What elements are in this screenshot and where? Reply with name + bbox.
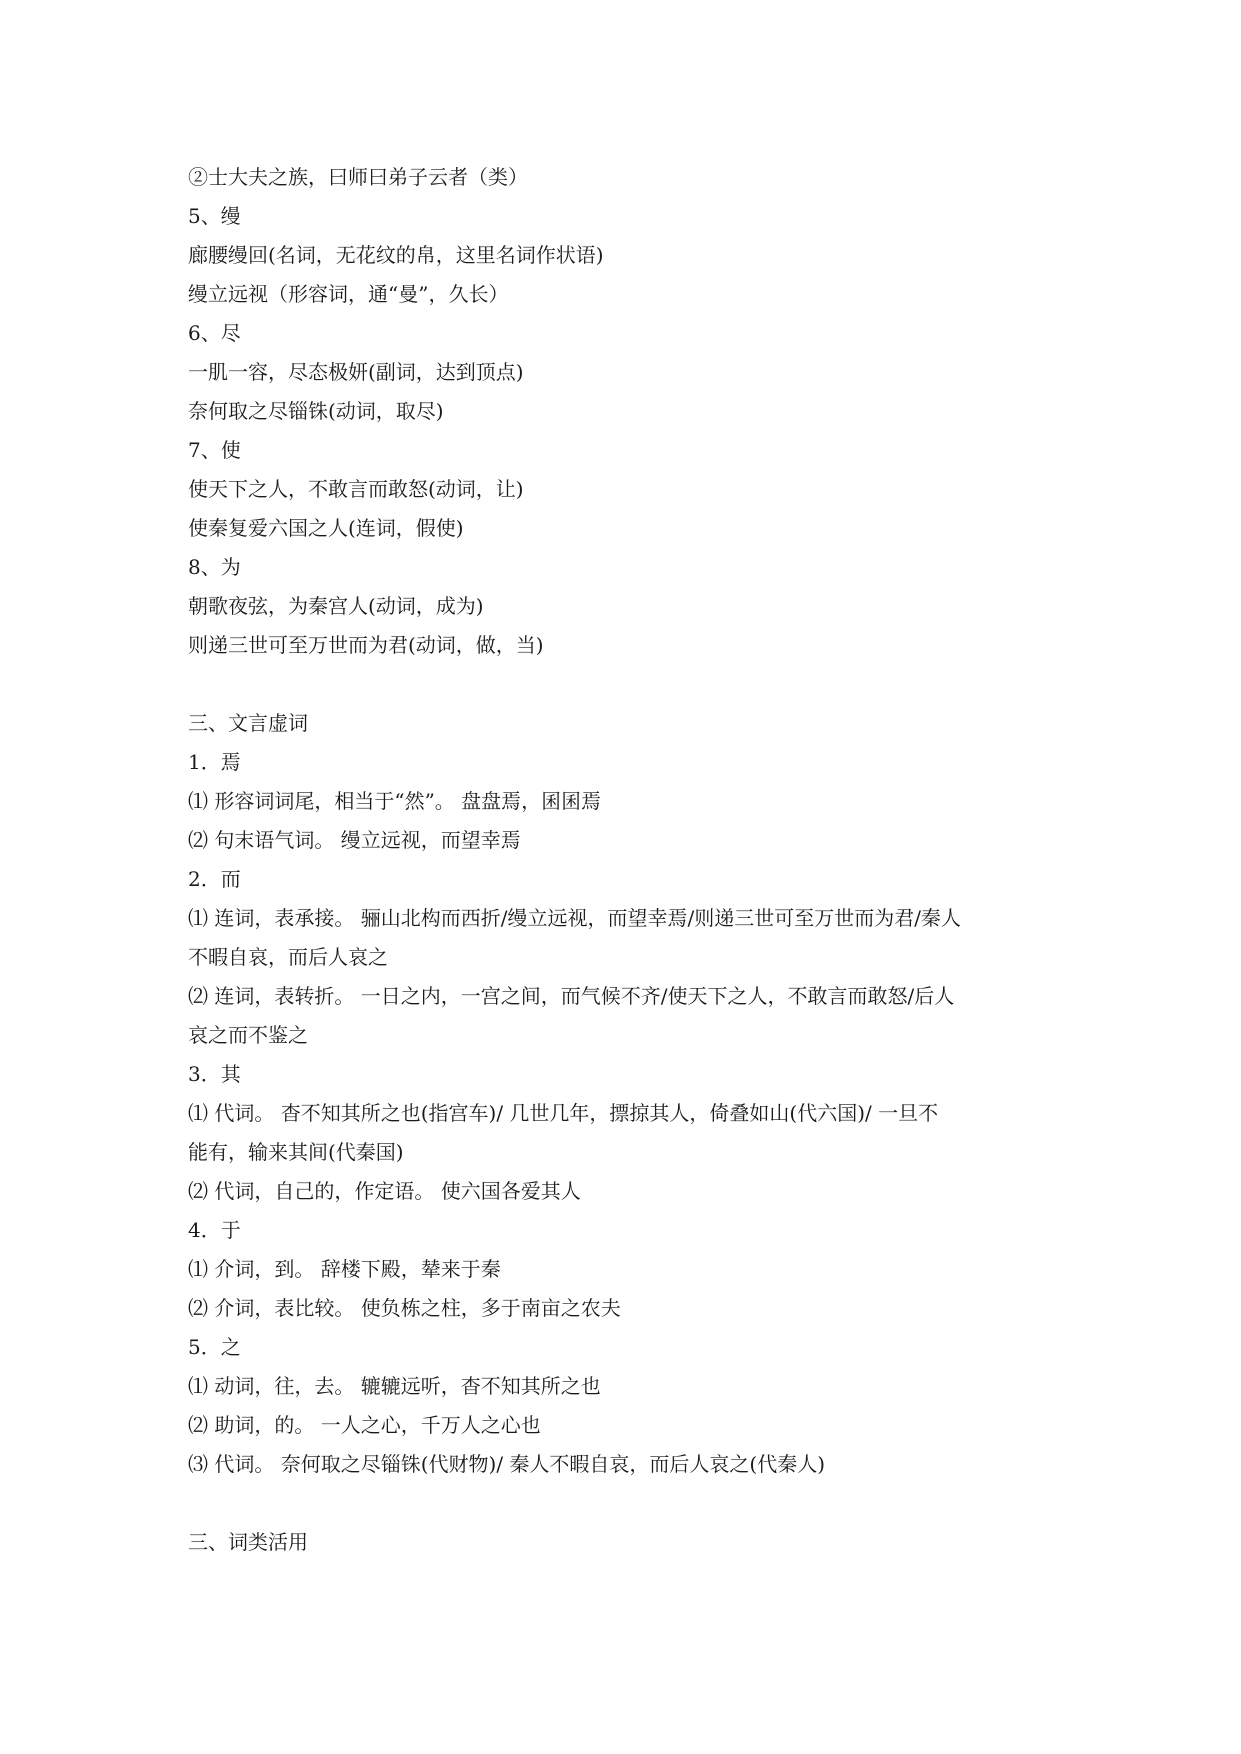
text-line: ⑴ 介词，到。 辞楼下殿，辇来于秦 bbox=[188, 1257, 501, 1281]
section-heading: 三、文言虚词 bbox=[188, 711, 308, 735]
item-heading: 6、尽 bbox=[188, 321, 241, 345]
section-word-class-usage bbox=[188, 1523, 1068, 1562]
item-heading: 4．于 bbox=[188, 1218, 241, 1242]
text-line: ⑵ 句末语气词。 缦立远视，而望幸焉 bbox=[188, 828, 521, 852]
text-line: 一肌一容，尽态极妍(副词，达到顶点) bbox=[188, 360, 524, 384]
section-heading: 三、词类活用 bbox=[188, 1530, 308, 1554]
blank-line bbox=[188, 665, 1068, 704]
text-line: ⑵ 助词，的。 一人之心，千万人之心也 bbox=[188, 1413, 541, 1437]
text-line: ⑵ 连词，表转折。 一日之内，一宫之间，而气候不齐/使天下之人，不敢言而敢怒/后人 bbox=[188, 984, 955, 1008]
item-heading: 1．焉 bbox=[188, 750, 241, 774]
text-line: 能有，输来其间(代秦国) bbox=[188, 1140, 404, 1164]
text-line: ⑴ 连词，表承接。 骊山北构而西折/缦立远视，而望幸焉/则递三世可至万世而为君/秦人 bbox=[188, 906, 961, 930]
text-line: 哀之而不鉴之 bbox=[188, 1023, 308, 1047]
item-heading: 2．而 bbox=[188, 867, 241, 891]
section-function-words bbox=[188, 704, 1068, 1484]
text-line: ⑴ 代词。 杳不知其所之也(指宫车)/ 几世几年，摽掠其人，倚叠如山(代六国)/ 一旦不 bbox=[188, 1101, 939, 1125]
text-line: 朝歌夜弦，为秦宫人(动词，成为) bbox=[188, 594, 484, 618]
text-line: 不暇自哀，而后人哀之 bbox=[188, 945, 388, 969]
document-body bbox=[188, 158, 1068, 1562]
text-line: ⑴ 动词，往，去。 辘辘远听，杳不知其所之也 bbox=[188, 1374, 601, 1398]
item-heading: 5．之 bbox=[188, 1335, 241, 1359]
text-line: ⑵ 代词，自己的，作定语。 使六国各爱其人 bbox=[188, 1179, 581, 1203]
item-heading: 8、为 bbox=[188, 555, 241, 579]
text-line: 使秦复爱六国之人(连词，假使) bbox=[188, 516, 464, 540]
item-heading: 5、缦 bbox=[188, 204, 241, 228]
text-line: ②士大夫之族，曰师曰弟子云者（类） bbox=[188, 165, 528, 189]
text-line: ⑶ 代词。 奈何取之尽锱铢(代财物)/ 秦人不暇自哀，而后人哀之(代秦人) bbox=[188, 1452, 826, 1476]
text-line: 缦立远视（形容词，通“曼”，久长） bbox=[188, 282, 509, 306]
item-heading: 3．其 bbox=[188, 1062, 241, 1086]
section-two-tail bbox=[188, 158, 1068, 665]
text-line: ⑵ 介词，表比较。 使负栋之柱，多于南亩之农夫 bbox=[188, 1296, 621, 1320]
item-heading: 7、使 bbox=[188, 438, 241, 462]
text-line: 奈何取之尽锱铢(动词，取尽) bbox=[188, 399, 444, 423]
text-line: 廊腰缦回(名词，无花纹的帛，这里名词作状语) bbox=[188, 243, 604, 267]
text-line: ⑴ 形容词词尾，相当于“然”。 盘盘焉，囷囷焉 bbox=[188, 789, 602, 813]
text-line: 则递三世可至万世而为君(动词，做，当) bbox=[188, 633, 544, 657]
text-line: 使天下之人，不敢言而敢怒(动词，让) bbox=[188, 477, 524, 501]
blank-line bbox=[188, 1484, 1068, 1523]
